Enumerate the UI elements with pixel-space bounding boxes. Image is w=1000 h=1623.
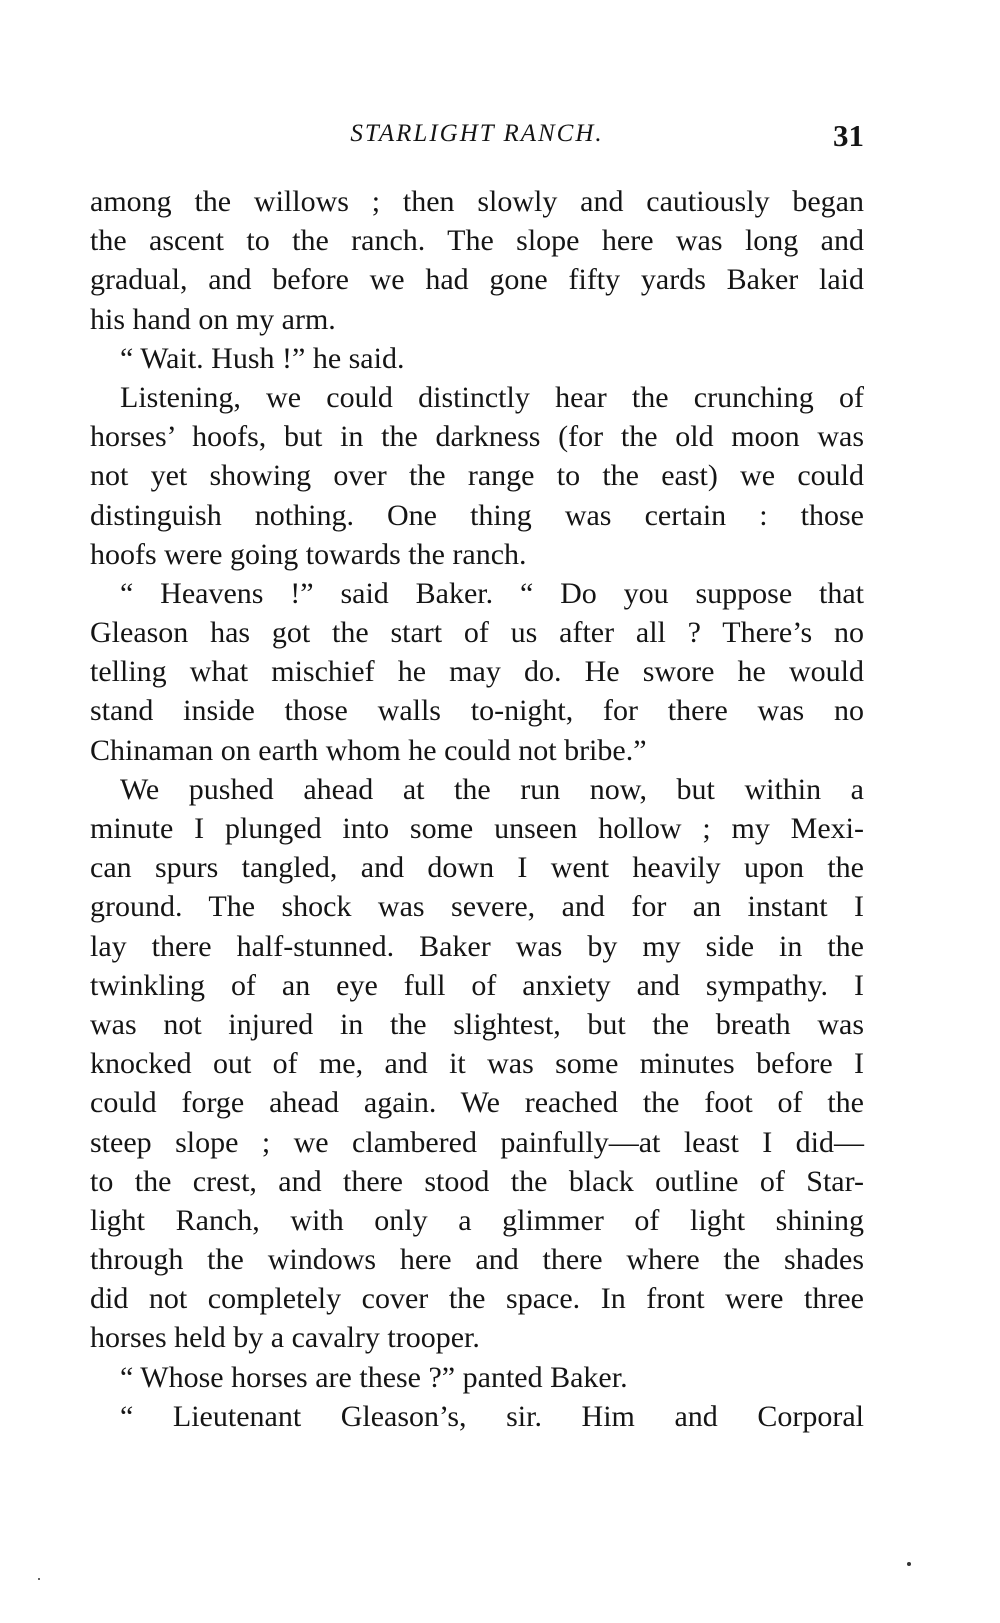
text-line: through the windows here and there where the shades: [90, 1243, 864, 1277]
text-line: to the crest, and there stood the black outline of Star-: [90, 1164, 864, 1198]
text-line: hoofs were going towards the ranch.: [90, 537, 527, 571]
text-line: not yet showing over the range to the east) we could: [90, 459, 864, 493]
text-line: steep slope ; we clambered painfully—at least I did—: [90, 1125, 864, 1159]
text-line: horses’ hoofs, but in the darkness (for the old moon was: [90, 420, 864, 454]
text-line: “ Lieutenant Gleason’s, sir. Him and Corporal: [120, 1399, 864, 1433]
text-line: light Ranch, with only a glimmer of light shining: [90, 1203, 864, 1237]
text-line: distinguish nothing. One thing was certain : those: [90, 498, 864, 532]
text-line: “ Wait. Hush !” he said.: [120, 341, 405, 375]
text-line: gradual, and before we had gone fifty yards Baker laid: [90, 263, 864, 297]
paper-speck: [907, 1562, 911, 1566]
page-number: 31: [833, 118, 864, 153]
body-text: [90, 182, 864, 1436]
text-line: knocked out of me, and it was some minutes before I: [90, 1047, 864, 1081]
text-line: “ Heavens !” said Baker. “ Do you suppose that: [120, 576, 864, 610]
text-line: Listening, we could distinctly hear the crunching of: [120, 380, 864, 414]
text-line: ground. The shock was severe, and for an instant I: [90, 890, 864, 924]
running-title: STARLIGHT RANCH.: [350, 120, 604, 147]
text-line: could forge ahead again. We reached the foot of the: [90, 1086, 864, 1120]
running-head: [90, 118, 864, 158]
text-line: stand inside those walls to-night, for there was no: [90, 694, 864, 728]
text-line: telling what mischief he may do. He swore he would: [90, 655, 864, 689]
text-line: lay there half-stunned. Baker was by my side in the: [90, 929, 864, 963]
text-line: We pushed ahead at the run now, but within a: [120, 772, 864, 806]
text-line: “ Whose horses are these ?” panted Baker.: [120, 1360, 628, 1394]
text-line: among the willows ; then slowly and cautiously began: [90, 185, 864, 218]
text-line: was not injured in the slightest, but the breath was: [90, 1007, 864, 1041]
text-line: the ascent to the ranch. The slope here was long and: [90, 224, 864, 258]
text-line: Gleason has got the start of us after all ? There’s no: [90, 616, 864, 650]
text-line: can spurs tangled, and down I went heavily upon the: [90, 851, 864, 885]
text-line: minute I plunged into some unseen hollow ; my Mexi-: [90, 812, 864, 845]
paper-speck: [38, 1578, 40, 1580]
text-line: Chinaman on earth whom he could not bribe.”: [90, 733, 647, 767]
text-line: his hand on my arm.: [90, 302, 336, 336]
text-line: twinkling of an eye full of anxiety and sympathy. I: [90, 968, 864, 1002]
text-line: did not completely cover the space. In front were three: [90, 1282, 864, 1316]
text-line: horses held by a cavalry trooper.: [90, 1321, 480, 1355]
